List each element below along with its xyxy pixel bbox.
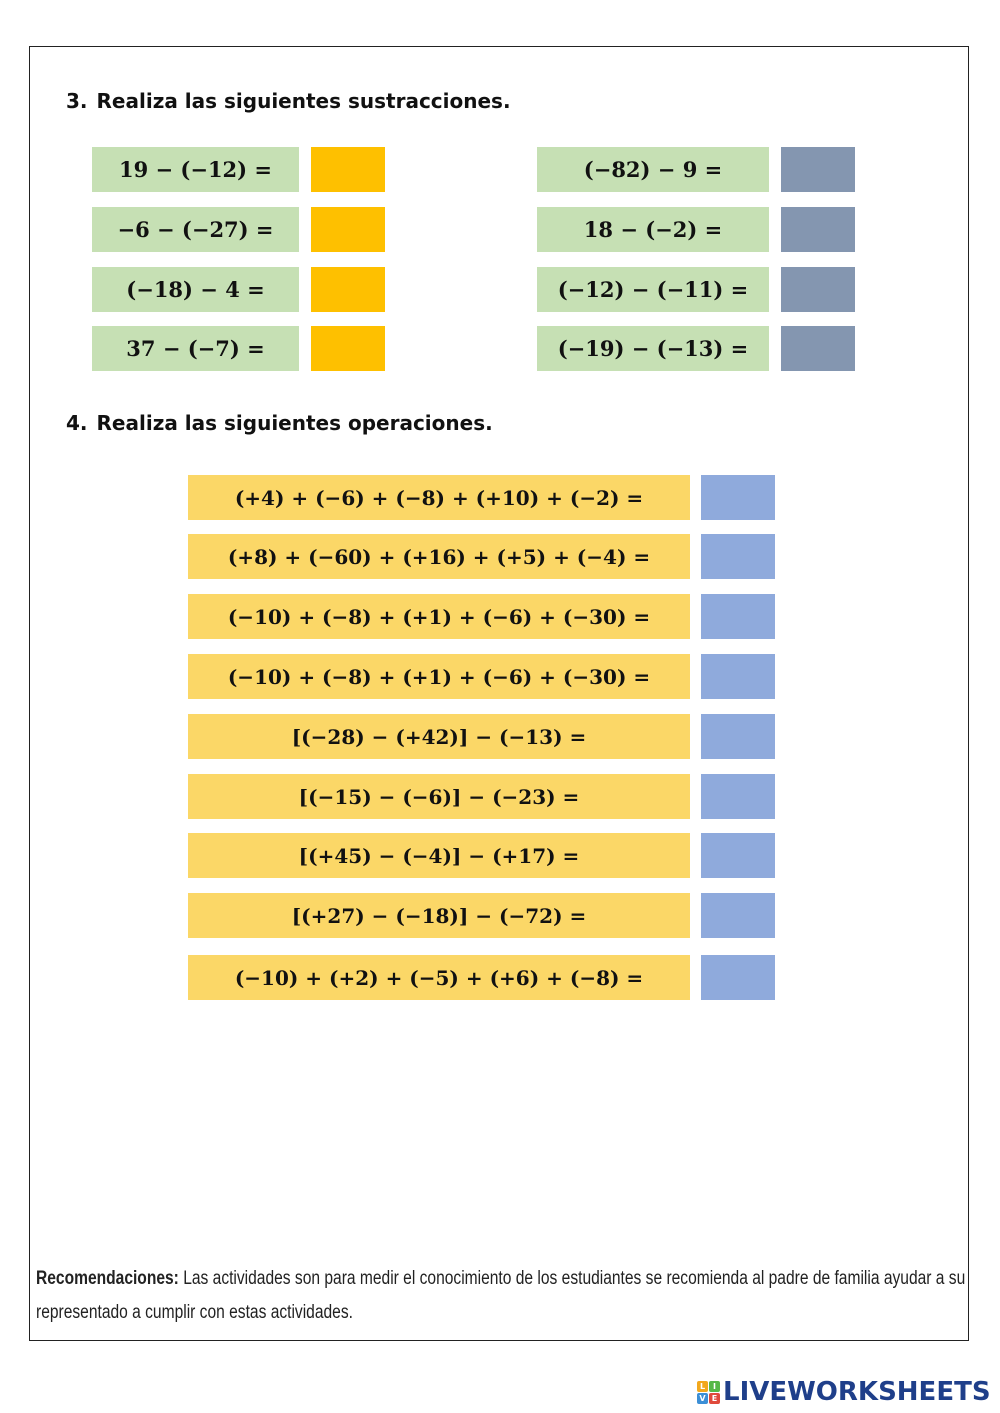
subtraction-question: (−82) − 9 = — [537, 147, 769, 192]
section-3-number: 3. — [66, 89, 88, 113]
answer-box[interactable] — [781, 326, 855, 371]
section-3-heading — [66, 89, 511, 113]
answer-box[interactable] — [311, 326, 385, 371]
logo-mark-letter: I — [709, 1381, 720, 1392]
answer-box[interactable] — [781, 207, 855, 252]
answer-box[interactable] — [701, 475, 775, 520]
subtraction-question: (−18) − 4 = — [92, 267, 299, 312]
subtraction-question: (−12) − (−11) = — [537, 267, 769, 312]
operation-question: (+8) + (−60) + (+16) + (+5) + (−4) = — [188, 534, 690, 579]
subtraction-question: −6 − (−27) = — [92, 207, 299, 252]
logo-mark-letter: L — [697, 1381, 708, 1392]
logo-mark-letter: E — [709, 1393, 720, 1404]
answer-box[interactable] — [701, 833, 775, 878]
logo-mark-icon — [697, 1381, 720, 1404]
answer-box[interactable] — [311, 207, 385, 252]
operation-question: (+4) + (−6) + (−8) + (+10) + (−2) = — [188, 475, 690, 520]
subtraction-question: (−19) − (−13) = — [537, 326, 769, 371]
answer-box[interactable] — [701, 594, 775, 639]
section-4-heading — [66, 411, 493, 435]
recommendations-text: Las actividades son para medir el conocimiento de los estudiantes se recomienda al padre de familia ayudar a su representado a cumplir con estas actividades. — [36, 1268, 966, 1323]
answer-box[interactable] — [311, 267, 385, 312]
operation-question: (−10) + (+2) + (−5) + (+6) + (−8) = — [188, 955, 690, 1000]
operation-question: [(+45) − (−4)] − (+17) = — [188, 833, 690, 878]
answer-box[interactable] — [701, 774, 775, 819]
answer-box[interactable] — [311, 147, 385, 192]
operation-question: (−10) + (−8) + (+1) + (−6) + (−30) = — [188, 654, 690, 699]
answer-box[interactable] — [701, 654, 775, 699]
logo-mark-letter: V — [697, 1393, 708, 1404]
operation-question: (−10) + (−8) + (+1) + (−6) + (−30) = — [188, 594, 690, 639]
answer-box[interactable] — [701, 534, 775, 579]
operation-question: [(−28) − (+42)] − (−13) = — [188, 714, 690, 759]
answer-box[interactable] — [701, 893, 775, 938]
operation-question: [(−15) − (−6)] − (−23) = — [188, 774, 690, 819]
operation-question: [(+27) − (−18)] − (−72) = — [188, 893, 690, 938]
answer-box[interactable] — [701, 714, 775, 759]
section-4-title: Realiza las siguientes operaciones. — [96, 411, 493, 435]
subtraction-question: 18 − (−2) = — [537, 207, 769, 252]
answer-box[interactable] — [781, 267, 855, 312]
section-4-number: 4. — [66, 411, 88, 435]
liveworksheets-logo — [697, 1377, 991, 1407]
logo-text: LIVEWORKSHEETS — [723, 1377, 991, 1407]
subtraction-question: 19 − (−12) = — [92, 147, 299, 192]
section-3-title: Realiza las siguientes sustracciones. — [96, 89, 511, 113]
recommendations-label: Recomendaciones: — [36, 1268, 179, 1289]
answer-box[interactable] — [781, 147, 855, 192]
subtraction-question: 37 − (−7) = — [92, 326, 299, 371]
answer-box[interactable] — [701, 955, 775, 1000]
recommendations — [36, 1262, 971, 1330]
